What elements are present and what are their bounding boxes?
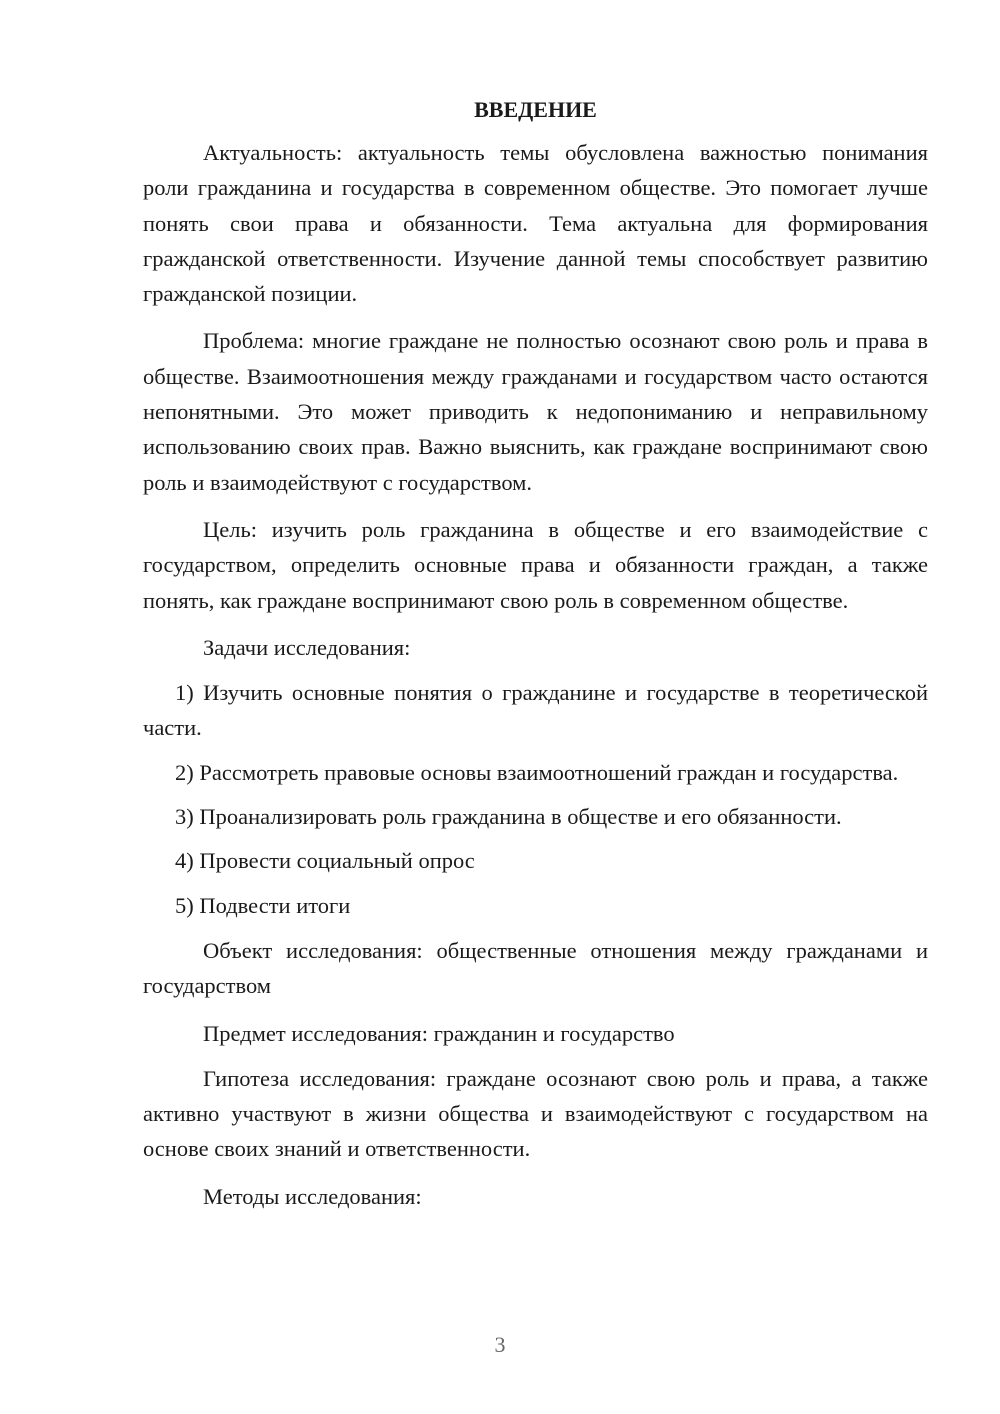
hypothesis-paragraph: Гипотеза исследования: граждане осознают свою роль и права, а также активно участвуют в жизни общества и взаимодействуют с государством на основе своих знаний и ответственности. [143, 1065, 928, 1162]
task-item-2: 2) Рассмотреть правовые основы взаимоотношений граждан и государства. [175, 759, 899, 785]
page-number: 3 [494, 1332, 506, 1357]
goal-paragraph: Цель: изучить роль гражданина в обществе и его взаимодействие с государством, определить основные права и обязанности граждан, а также понять, как граждане воспринимают свою роль в современном обществе. [143, 516, 928, 613]
subject-paragraph: Предмет исследования: гражданин и государство [203, 1020, 675, 1046]
task-item-1: 1) Изучить основные понятия о гражданине и государстве в теоретической части. [143, 680, 928, 741]
document-body [143, 93, 928, 1224]
relevance-paragraph: Актуальность: актуальность темы обусловлена важностью понимания роли гражданина и государства в современном обществе. Это помогает лучше понять свои права и обязанности. Тема актуальна для формирования гражданской ответственности. Изучение данной темы способствует развитию гражданской позиции. [143, 140, 928, 307]
page-title: ВВЕДЕНИЕ [474, 97, 597, 122]
task-item-3: 3) Проанализировать роль гражданина в обществе и его обязанности. [175, 804, 842, 830]
object-paragraph: Объект исследования: общественные отношения между гражданами и государством [143, 937, 928, 999]
task-item-5: 5) Подвести итоги [175, 892, 351, 918]
methods-heading: Методы исследования: [203, 1183, 422, 1209]
problem-paragraph: Проблема: многие граждане не полностью осознают свою роль и права в обществе. Взаимоотношения между гражданами и государством часто остаются непонятными. Это может приводить к недопониманию и неправильному использованию своих прав. Важно выяснить, как граждане воспринимают свою роль и взаимодействуют с государством. [143, 328, 928, 495]
tasks-heading: Задачи исследования: [203, 634, 411, 660]
task-item-4: 4) Провести социальный опрос [175, 848, 475, 874]
